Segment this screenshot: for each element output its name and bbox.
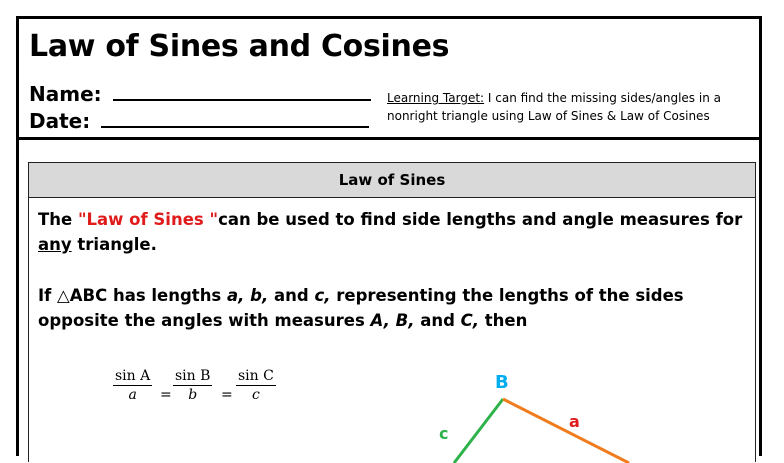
equals-sign-1: = — [160, 387, 172, 403]
date-row — [29, 108, 369, 133]
date-label: Date: — [29, 109, 91, 133]
worksheet-frame — [16, 16, 762, 456]
p1-emph: any — [38, 235, 72, 254]
worksheet-header — [19, 19, 759, 137]
p2-t3: representing the lengths of the sides opposite the angles with measures — [38, 286, 684, 330]
fraction-sin-c-num: sin C — [238, 368, 274, 384]
side-a-label: a — [569, 412, 580, 431]
p1-term: "Law of Sines " — [77, 210, 219, 229]
triangle-diagram — [29, 163, 755, 463]
p2-t5: then — [479, 311, 528, 330]
fraction-sin-b-den: b — [188, 387, 198, 403]
fraction-sin-b-num: sin B — [175, 368, 211, 384]
p2-v1: a, b, — [227, 286, 269, 305]
name-row — [29, 81, 371, 106]
p2-t2: and — [268, 286, 315, 305]
name-blank-line[interactable] — [113, 81, 371, 101]
p2-v3: A, B, — [370, 311, 415, 330]
p1-mid: can be used to find side lengths and angle measures for — [218, 210, 743, 229]
p1-lead: The — [38, 210, 78, 229]
side-c-label: c — [439, 424, 449, 443]
fraction-sin-a-num: sin A — [115, 368, 151, 384]
learning-target — [387, 89, 752, 125]
learning-target-label: Learning Target: — [387, 91, 485, 105]
p2-t4: and — [414, 311, 461, 330]
side-c-line — [454, 399, 503, 463]
page-title: Law of Sines and Cosines — [29, 29, 450, 64]
learning-target-text: I can find the missing sides/angles in a nonright triangle using Law of Sines & Law of Cosines — [387, 91, 721, 123]
p2-v2: c, — [314, 286, 331, 305]
date-blank-line[interactable] — [101, 108, 369, 128]
fraction-sin-c-den: c — [252, 387, 260, 403]
p2-t1: If △ABC has lengths — [38, 286, 228, 305]
equals-sign-2: = — [221, 387, 233, 403]
section-heading: Law of Sines — [29, 163, 755, 198]
p2-v4: C, — [460, 311, 480, 330]
fraction-sin-a-den: a — [128, 387, 137, 403]
side-a-line — [503, 399, 629, 463]
p1-tail: triangle. — [71, 235, 157, 254]
name-label: Name: — [29, 82, 102, 106]
law-of-sines-section — [28, 162, 756, 462]
header-divider — [19, 137, 759, 140]
vertex-b-label: B — [495, 372, 509, 393]
